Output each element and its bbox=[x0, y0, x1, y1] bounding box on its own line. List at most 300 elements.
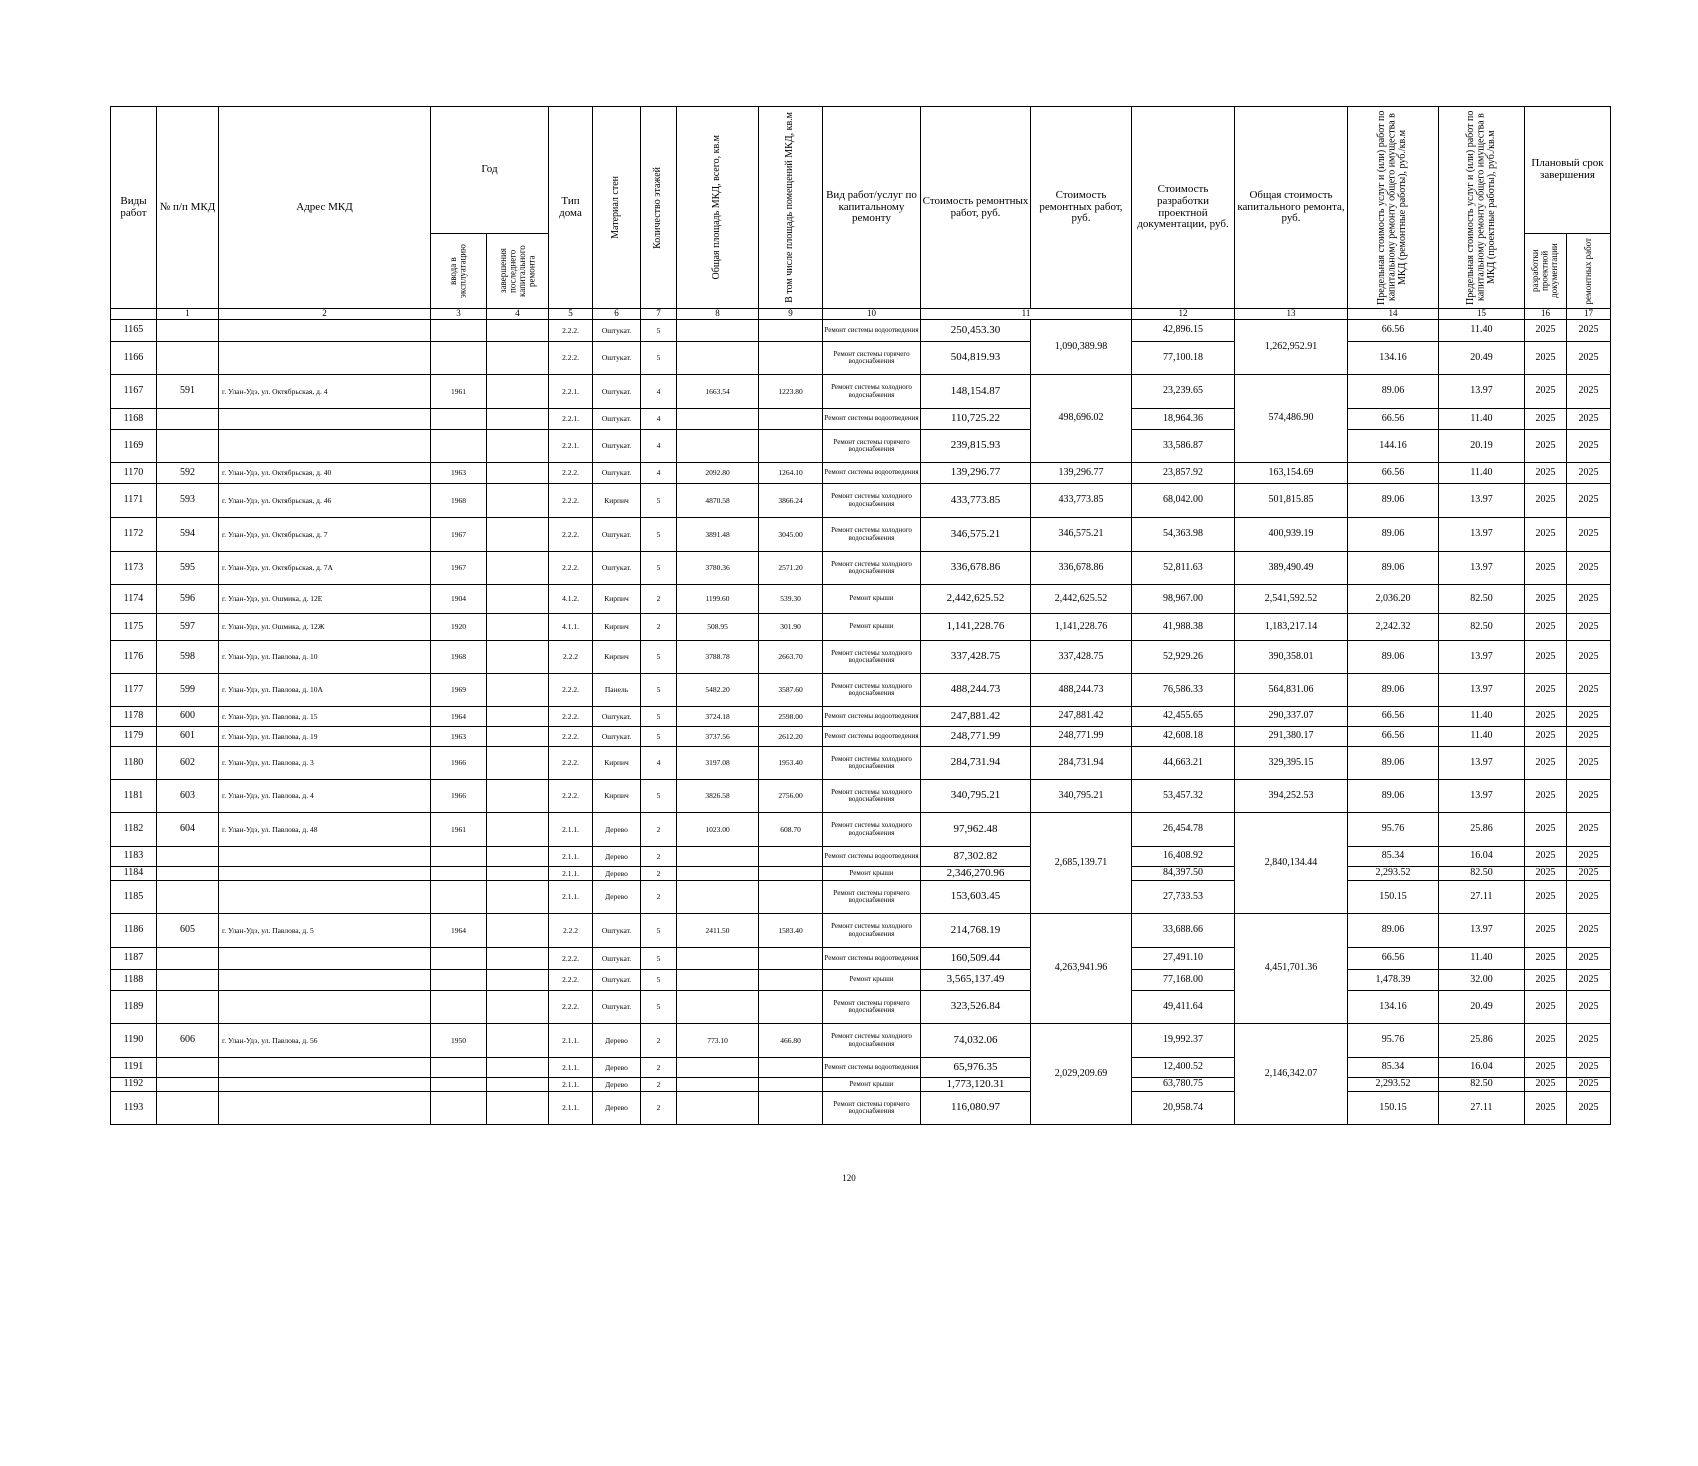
column-number: 9 bbox=[759, 309, 823, 320]
cell-work-code: 1189 bbox=[111, 991, 157, 1024]
cell-total-cost: 394,252.53 bbox=[1235, 780, 1348, 813]
cell-repair-cost-total: 4,263,941.96 bbox=[1031, 914, 1132, 1024]
table-row bbox=[111, 813, 1611, 847]
cell-year-last-repair bbox=[487, 914, 549, 948]
cell-limit-repair: 66.56 bbox=[1348, 707, 1439, 727]
cell-work-code: 1186 bbox=[111, 914, 157, 948]
cell-design-cost: 77,168.00 bbox=[1132, 970, 1235, 991]
cell-work-code: 1177 bbox=[111, 674, 157, 707]
cell-address bbox=[219, 1092, 431, 1125]
cell-deadline-design: 2025 bbox=[1525, 614, 1567, 641]
cell-floors: 4 bbox=[641, 409, 677, 430]
cell-year-last-repair bbox=[487, 463, 549, 484]
cell-limit-design: 13.97 bbox=[1439, 552, 1525, 585]
header-deadline: Плановый срок завершения bbox=[1525, 107, 1611, 234]
cell-limit-repair: 2,293.52 bbox=[1348, 1078, 1439, 1092]
cell-house-number: 600 bbox=[157, 707, 219, 727]
cell-wall-material: Оштукат. bbox=[593, 430, 641, 463]
cell-year-entry: 1968 bbox=[431, 484, 487, 518]
cell-deadline-design: 2025 bbox=[1525, 320, 1567, 342]
cell-rooms-area: 608.70 bbox=[759, 813, 823, 847]
cell-repair-cost: 247,881.42 bbox=[921, 707, 1031, 727]
cell-floors: 5 bbox=[641, 518, 677, 552]
cell-limit-repair: 89.06 bbox=[1348, 375, 1439, 409]
cell-deadline-design: 2025 bbox=[1525, 674, 1567, 707]
cell-floors: 5 bbox=[641, 727, 677, 747]
cell-deadline-design: 2025 bbox=[1525, 707, 1567, 727]
cell-floors: 5 bbox=[641, 552, 677, 585]
cell-limit-repair: 2,036.20 bbox=[1348, 585, 1439, 614]
cell-year-entry bbox=[431, 948, 487, 970]
cell-wall-material: Оштукат. bbox=[593, 991, 641, 1024]
cell-house-type: 2.2.2. bbox=[549, 970, 593, 991]
cell-repair-cost: 1,773,120.31 bbox=[921, 1078, 1031, 1092]
header-deadline-works: ремонтных работ bbox=[1567, 234, 1611, 309]
cell-floors: 5 bbox=[641, 320, 677, 342]
cell-wall-material: Панель bbox=[593, 674, 641, 707]
cell-wall-material: Оштукат. bbox=[593, 970, 641, 991]
cell-deadline-design: 2025 bbox=[1525, 1092, 1567, 1125]
cell-total-cost: 1,262,952.91 bbox=[1235, 320, 1348, 375]
cell-design-cost: 42,455.65 bbox=[1132, 707, 1235, 727]
cell-design-cost: 23,239.65 bbox=[1132, 375, 1235, 409]
cell-floors: 2 bbox=[641, 1024, 677, 1058]
cell-design-cost: 76,586.33 bbox=[1132, 674, 1235, 707]
cell-repair-cost-total: 336,678.86 bbox=[1031, 552, 1132, 585]
cell-deadline-works: 2025 bbox=[1567, 518, 1611, 552]
cell-total-area: 1663.54 bbox=[677, 375, 759, 409]
cell-year-last-repair bbox=[487, 1024, 549, 1058]
cell-total-area bbox=[677, 320, 759, 342]
cell-total-area: 3197.08 bbox=[677, 747, 759, 780]
cell-rooms-area: 3045.00 bbox=[759, 518, 823, 552]
cell-work-type: Ремонт системы холодного водоснабжения bbox=[823, 375, 921, 409]
table-row bbox=[111, 747, 1611, 780]
cell-total-cost: 400,939.19 bbox=[1235, 518, 1348, 552]
cell-house-number bbox=[157, 342, 219, 375]
cell-design-cost: 27,491.10 bbox=[1132, 948, 1235, 970]
cell-deadline-design: 2025 bbox=[1525, 867, 1567, 881]
cell-limit-design: 27.11 bbox=[1439, 1092, 1525, 1125]
cell-total-area: 3826.58 bbox=[677, 780, 759, 813]
cell-repair-cost: 340,795.21 bbox=[921, 780, 1031, 813]
cell-house-number: 601 bbox=[157, 727, 219, 747]
cell-house-type: 2.1.1. bbox=[549, 1024, 593, 1058]
cell-work-type: Ремонт системы холодного водоснабжения bbox=[823, 674, 921, 707]
cell-rooms-area: 3866.24 bbox=[759, 484, 823, 518]
cell-house-number bbox=[157, 847, 219, 867]
cell-floors: 4 bbox=[641, 430, 677, 463]
cell-house-type: 2.2.2. bbox=[549, 707, 593, 727]
cell-rooms-area: 2663.70 bbox=[759, 641, 823, 674]
cell-year-last-repair bbox=[487, 585, 549, 614]
cell-year-last-repair bbox=[487, 727, 549, 747]
cell-work-code: 1188 bbox=[111, 970, 157, 991]
cell-design-cost: 98,967.00 bbox=[1132, 585, 1235, 614]
cell-house-type: 2.2.2. bbox=[549, 518, 593, 552]
column-number: 13 bbox=[1235, 309, 1348, 320]
table-row bbox=[111, 1092, 1611, 1125]
cell-work-type: Ремонт системы водоотведения bbox=[823, 707, 921, 727]
cell-deadline-design: 2025 bbox=[1525, 1058, 1567, 1078]
cell-rooms-area: 2612.20 bbox=[759, 727, 823, 747]
cell-work-code: 1175 bbox=[111, 614, 157, 641]
cell-repair-cost: 3,565,137.49 bbox=[921, 970, 1031, 991]
cell-address: г. Улан-Удэ, ул. Октябрьская, д. 4 bbox=[219, 375, 431, 409]
cell-deadline-works: 2025 bbox=[1567, 552, 1611, 585]
cell-address: г. Улан-Удэ, ул. Павлова, д. 3 bbox=[219, 747, 431, 780]
cell-deadline-design: 2025 bbox=[1525, 463, 1567, 484]
cell-repair-cost: 214,768.19 bbox=[921, 914, 1031, 948]
cell-house-number: 596 bbox=[157, 585, 219, 614]
cell-work-type: Ремонт системы водоотведения bbox=[823, 320, 921, 342]
cell-house-type: 2.2.2. bbox=[549, 552, 593, 585]
capital-repair-table bbox=[110, 106, 1611, 1125]
cell-wall-material: Дерево bbox=[593, 1024, 641, 1058]
table-row bbox=[111, 518, 1611, 552]
cell-work-code: 1179 bbox=[111, 727, 157, 747]
cell-total-cost: 574,486.90 bbox=[1235, 375, 1348, 463]
cell-total-cost: 564,831.06 bbox=[1235, 674, 1348, 707]
cell-year-last-repair bbox=[487, 430, 549, 463]
header-repair-cost-total: Стоимость ремонтных работ, руб. bbox=[1031, 107, 1132, 309]
cell-house-type: 2.1.1. bbox=[549, 813, 593, 847]
cell-year-last-repair bbox=[487, 747, 549, 780]
cell-year-entry bbox=[431, 881, 487, 914]
column-number: 8 bbox=[677, 309, 759, 320]
cell-design-cost: 63,780.75 bbox=[1132, 1078, 1235, 1092]
cell-limit-design: 16.04 bbox=[1439, 1058, 1525, 1078]
cell-house-type: 2.2.2. bbox=[549, 320, 593, 342]
cell-limit-design: 27.11 bbox=[1439, 881, 1525, 914]
cell-limit-repair: 1,478.39 bbox=[1348, 970, 1439, 991]
cell-year-last-repair bbox=[487, 552, 549, 585]
cell-work-code: 1178 bbox=[111, 707, 157, 727]
cell-address bbox=[219, 1078, 431, 1092]
cell-rooms-area bbox=[759, 948, 823, 970]
cell-work-type: Ремонт крыши bbox=[823, 585, 921, 614]
cell-house-number: 603 bbox=[157, 780, 219, 813]
header-repair-cost: Стоимость ремонтных работ, руб. bbox=[921, 107, 1031, 309]
cell-total-area bbox=[677, 970, 759, 991]
cell-work-type: Ремонт системы водоотведения bbox=[823, 727, 921, 747]
cell-deadline-works: 2025 bbox=[1567, 614, 1611, 641]
cell-work-code: 1168 bbox=[111, 409, 157, 430]
cell-total-cost: 501,815.85 bbox=[1235, 484, 1348, 518]
cell-deadline-works: 2025 bbox=[1567, 641, 1611, 674]
cell-year-last-repair bbox=[487, 847, 549, 867]
cell-floors: 2 bbox=[641, 1078, 677, 1092]
cell-limit-repair: 66.56 bbox=[1348, 727, 1439, 747]
cell-address: г. Улан-Удэ, ул. Ошмика, д. 12Ж bbox=[219, 614, 431, 641]
cell-repair-cost-total: 340,795.21 bbox=[1031, 780, 1132, 813]
cell-deadline-works: 2025 bbox=[1567, 970, 1611, 991]
column-number: 17 bbox=[1567, 309, 1611, 320]
cell-work-code: 1193 bbox=[111, 1092, 157, 1125]
cell-year-last-repair bbox=[487, 614, 549, 641]
cell-deadline-design: 2025 bbox=[1525, 780, 1567, 813]
cell-limit-design: 20.19 bbox=[1439, 430, 1525, 463]
cell-deadline-design: 2025 bbox=[1525, 342, 1567, 375]
cell-work-type: Ремонт системы горячего водоснабжения bbox=[823, 991, 921, 1024]
cell-house-number bbox=[157, 1058, 219, 1078]
table-row bbox=[111, 320, 1611, 342]
cell-limit-design: 11.40 bbox=[1439, 727, 1525, 747]
cell-year-entry: 1964 bbox=[431, 914, 487, 948]
cell-floors: 2 bbox=[641, 867, 677, 881]
table-row bbox=[111, 375, 1611, 409]
cell-rooms-area: 2756.00 bbox=[759, 780, 823, 813]
cell-limit-repair: 89.06 bbox=[1348, 914, 1439, 948]
cell-work-code: 1182 bbox=[111, 813, 157, 847]
column-number: 14 bbox=[1348, 309, 1439, 320]
cell-work-type: Ремонт системы холодного водоснабжения bbox=[823, 518, 921, 552]
cell-total-area: 3724.18 bbox=[677, 707, 759, 727]
column-number: 3 bbox=[431, 309, 487, 320]
cell-total-area: 2092.80 bbox=[677, 463, 759, 484]
cell-deadline-design: 2025 bbox=[1525, 948, 1567, 970]
cell-work-type: Ремонт крыши bbox=[823, 1078, 921, 1092]
cell-deadline-design: 2025 bbox=[1525, 484, 1567, 518]
cell-work-type: Ремонт крыши bbox=[823, 970, 921, 991]
cell-year-entry: 1904 bbox=[431, 585, 487, 614]
cell-house-number: 602 bbox=[157, 747, 219, 780]
cell-work-type: Ремонт системы холодного водоснабжения bbox=[823, 641, 921, 674]
cell-deadline-works: 2025 bbox=[1567, 867, 1611, 881]
cell-rooms-area bbox=[759, 1058, 823, 1078]
cell-year-entry: 1963 bbox=[431, 727, 487, 747]
cell-year-last-repair bbox=[487, 674, 549, 707]
cell-year-entry: 1967 bbox=[431, 552, 487, 585]
cell-rooms-area: 539.30 bbox=[759, 585, 823, 614]
cell-year-last-repair bbox=[487, 867, 549, 881]
cell-address: г. Улан-Удэ, ул. Павлова, д. 19 bbox=[219, 727, 431, 747]
cell-house-number bbox=[157, 320, 219, 342]
cell-deadline-design: 2025 bbox=[1525, 518, 1567, 552]
cell-work-type: Ремонт системы холодного водоснабжения bbox=[823, 813, 921, 847]
cell-repair-cost-total: 248,771.99 bbox=[1031, 727, 1132, 747]
cell-floors: 5 bbox=[641, 674, 677, 707]
cell-limit-design: 13.97 bbox=[1439, 914, 1525, 948]
cell-wall-material: Дерево bbox=[593, 813, 641, 847]
cell-work-type: Ремонт системы горячего водоснабжения bbox=[823, 342, 921, 375]
cell-repair-cost: 239,815.93 bbox=[921, 430, 1031, 463]
cell-work-code: 1172 bbox=[111, 518, 157, 552]
cell-deadline-works: 2025 bbox=[1567, 674, 1611, 707]
cell-rooms-area bbox=[759, 991, 823, 1024]
cell-house-type: 2.2.2. bbox=[549, 674, 593, 707]
cell-floors: 2 bbox=[641, 585, 677, 614]
cell-design-cost: 12,400.52 bbox=[1132, 1058, 1235, 1078]
cell-limit-repair: 89.06 bbox=[1348, 780, 1439, 813]
cell-limit-design: 11.40 bbox=[1439, 463, 1525, 484]
cell-deadline-design: 2025 bbox=[1525, 847, 1567, 867]
cell-design-cost: 54,363.98 bbox=[1132, 518, 1235, 552]
cell-deadline-works: 2025 bbox=[1567, 948, 1611, 970]
cell-total-area: 3737.56 bbox=[677, 727, 759, 747]
cell-work-type: Ремонт системы горячего водоснабжения bbox=[823, 430, 921, 463]
cell-year-entry: 1963 bbox=[431, 463, 487, 484]
cell-work-code: 1192 bbox=[111, 1078, 157, 1092]
cell-house-type: 2.1.1. bbox=[549, 1092, 593, 1125]
cell-rooms-area bbox=[759, 867, 823, 881]
cell-limit-design: 20.49 bbox=[1439, 342, 1525, 375]
cell-repair-cost: 148,154.87 bbox=[921, 375, 1031, 409]
cell-year-entry bbox=[431, 1092, 487, 1125]
cell-work-type: Ремонт системы холодного водоснабжения bbox=[823, 747, 921, 780]
cell-floors: 5 bbox=[641, 707, 677, 727]
cell-address: г. Улан-Удэ, ул. Павлова, д. 48 bbox=[219, 813, 431, 847]
cell-repair-cost: 116,080.97 bbox=[921, 1092, 1031, 1125]
cell-year-entry bbox=[431, 847, 487, 867]
cell-work-code: 1174 bbox=[111, 585, 157, 614]
cell-deadline-works: 2025 bbox=[1567, 1024, 1611, 1058]
cell-rooms-area: 466.80 bbox=[759, 1024, 823, 1058]
table-row bbox=[111, 409, 1611, 430]
table-row bbox=[111, 484, 1611, 518]
cell-address: г. Улан-Удэ, ул. Октябрьская, д. 7 bbox=[219, 518, 431, 552]
cell-limit-repair: 150.15 bbox=[1348, 881, 1439, 914]
header-floors: Количество этажей bbox=[641, 107, 677, 309]
cell-house-type: 2.2.2. bbox=[549, 463, 593, 484]
cell-house-type: 2.2.2. bbox=[549, 747, 593, 780]
cell-deadline-works: 2025 bbox=[1567, 375, 1611, 409]
cell-deadline-design: 2025 bbox=[1525, 409, 1567, 430]
cell-deadline-design: 2025 bbox=[1525, 430, 1567, 463]
cell-repair-cost-total: 1,090,389.98 bbox=[1031, 320, 1132, 375]
cell-year-last-repair bbox=[487, 518, 549, 552]
table-row bbox=[111, 430, 1611, 463]
cell-wall-material: Оштукат. bbox=[593, 342, 641, 375]
cell-total-area: 3788.78 bbox=[677, 641, 759, 674]
cell-deadline-works: 2025 bbox=[1567, 914, 1611, 948]
cell-year-entry: 1968 bbox=[431, 641, 487, 674]
cell-address bbox=[219, 342, 431, 375]
cell-total-cost: 2,840,134.44 bbox=[1235, 813, 1348, 914]
cell-house-number: 595 bbox=[157, 552, 219, 585]
table-row bbox=[111, 614, 1611, 641]
cell-work-type: Ремонт системы холодного водоснабжения bbox=[823, 484, 921, 518]
cell-limit-design: 13.97 bbox=[1439, 674, 1525, 707]
cell-repair-cost: 65,976.35 bbox=[921, 1058, 1031, 1078]
cell-limit-design: 13.97 bbox=[1439, 375, 1525, 409]
cell-total-area: 4870.58 bbox=[677, 484, 759, 518]
cell-year-entry bbox=[431, 1078, 487, 1092]
table-row bbox=[111, 914, 1611, 948]
cell-repair-cost-total: 337,428.75 bbox=[1031, 641, 1132, 674]
cell-deadline-works: 2025 bbox=[1567, 484, 1611, 518]
cell-repair-cost: 153,603.45 bbox=[921, 881, 1031, 914]
cell-work-code: 1170 bbox=[111, 463, 157, 484]
cell-design-cost: 33,688.66 bbox=[1132, 914, 1235, 948]
cell-house-number: 599 bbox=[157, 674, 219, 707]
cell-design-cost: 52,811.63 bbox=[1132, 552, 1235, 585]
cell-house-type: 2.1.1. bbox=[549, 867, 593, 881]
header-total-cost: Общая стоимость капитального ремонта, руб. bbox=[1235, 107, 1348, 309]
table-body bbox=[111, 320, 1611, 1125]
cell-work-type: Ремонт системы водоотведения bbox=[823, 463, 921, 484]
header-rooms-area: В том числе площадь помещений МКД, кв.м bbox=[759, 107, 823, 309]
cell-total-cost: 2,146,342.07 bbox=[1235, 1024, 1348, 1125]
cell-deadline-design: 2025 bbox=[1525, 375, 1567, 409]
cell-repair-cost: 323,526.84 bbox=[921, 991, 1031, 1024]
header-year-entry: ввода в эксплуатацию bbox=[431, 234, 487, 309]
cell-total-cost: 2,541,592.52 bbox=[1235, 585, 1348, 614]
table-row bbox=[111, 1058, 1611, 1078]
column-number: 6 bbox=[593, 309, 641, 320]
cell-repair-cost: 488,244.73 bbox=[921, 674, 1031, 707]
cell-work-code: 1176 bbox=[111, 641, 157, 674]
cell-limit-repair: 89.06 bbox=[1348, 641, 1439, 674]
cell-rooms-area: 1953.40 bbox=[759, 747, 823, 780]
cell-floors: 5 bbox=[641, 948, 677, 970]
cell-wall-material: Оштукат. bbox=[593, 727, 641, 747]
cell-limit-repair: 85.34 bbox=[1348, 1058, 1439, 1078]
cell-year-last-repair bbox=[487, 948, 549, 970]
cell-limit-design: 82.50 bbox=[1439, 1078, 1525, 1092]
cell-total-cost: 1,183,217.14 bbox=[1235, 614, 1348, 641]
cell-design-cost: 16,408.92 bbox=[1132, 847, 1235, 867]
cell-total-area bbox=[677, 847, 759, 867]
cell-address: г. Улан-Удэ, ул. Павлова, д. 4 bbox=[219, 780, 431, 813]
cell-work-code: 1180 bbox=[111, 747, 157, 780]
cell-repair-cost: 110,725.22 bbox=[921, 409, 1031, 430]
cell-deadline-works: 2025 bbox=[1567, 409, 1611, 430]
cell-limit-design: 11.40 bbox=[1439, 707, 1525, 727]
cell-address bbox=[219, 320, 431, 342]
cell-total-area bbox=[677, 430, 759, 463]
cell-house-number bbox=[157, 1092, 219, 1125]
cell-deadline-works: 2025 bbox=[1567, 780, 1611, 813]
cell-work-code: 1173 bbox=[111, 552, 157, 585]
cell-year-last-repair bbox=[487, 813, 549, 847]
cell-design-cost: 42,608.18 bbox=[1132, 727, 1235, 747]
cell-repair-cost-total: 2,029,209.69 bbox=[1031, 1024, 1132, 1125]
column-number: 2 bbox=[219, 309, 431, 320]
cell-limit-design: 25.86 bbox=[1439, 813, 1525, 847]
cell-work-type: Ремонт системы водоотведения bbox=[823, 948, 921, 970]
column-number: 7 bbox=[641, 309, 677, 320]
cell-repair-cost-total: 433,773.85 bbox=[1031, 484, 1132, 518]
cell-address: г. Улан-Удэ, ул. Павлова, д. 5 bbox=[219, 914, 431, 948]
cell-work-code: 1191 bbox=[111, 1058, 157, 1078]
cell-house-type: 2.1.1. bbox=[549, 1078, 593, 1092]
column-number: 5 bbox=[549, 309, 593, 320]
cell-design-cost: 49,411.64 bbox=[1132, 991, 1235, 1024]
cell-work-code: 1181 bbox=[111, 780, 157, 813]
cell-rooms-area bbox=[759, 342, 823, 375]
cell-limit-design: 13.97 bbox=[1439, 747, 1525, 780]
cell-deadline-design: 2025 bbox=[1525, 585, 1567, 614]
cell-house-type: 2.2.2. bbox=[549, 727, 593, 747]
cell-address: г. Улан-Удэ, ул. Павлова, д. 10 bbox=[219, 641, 431, 674]
table-row bbox=[111, 780, 1611, 813]
cell-year-entry: 1969 bbox=[431, 674, 487, 707]
cell-total-cost: 329,395.15 bbox=[1235, 747, 1348, 780]
cell-floors: 2 bbox=[641, 614, 677, 641]
cell-house-number: 606 bbox=[157, 1024, 219, 1058]
cell-house-number: 598 bbox=[157, 641, 219, 674]
cell-rooms-area bbox=[759, 970, 823, 991]
cell-repair-cost-total: 2,685,139.71 bbox=[1031, 813, 1132, 914]
cell-deadline-works: 2025 bbox=[1567, 707, 1611, 727]
cell-limit-design: 32.00 bbox=[1439, 970, 1525, 991]
cell-limit-repair: 66.56 bbox=[1348, 463, 1439, 484]
cell-year-last-repair bbox=[487, 1078, 549, 1092]
cell-house-number bbox=[157, 881, 219, 914]
cell-wall-material: Дерево bbox=[593, 1058, 641, 1078]
cell-repair-cost: 504,819.93 bbox=[921, 342, 1031, 375]
